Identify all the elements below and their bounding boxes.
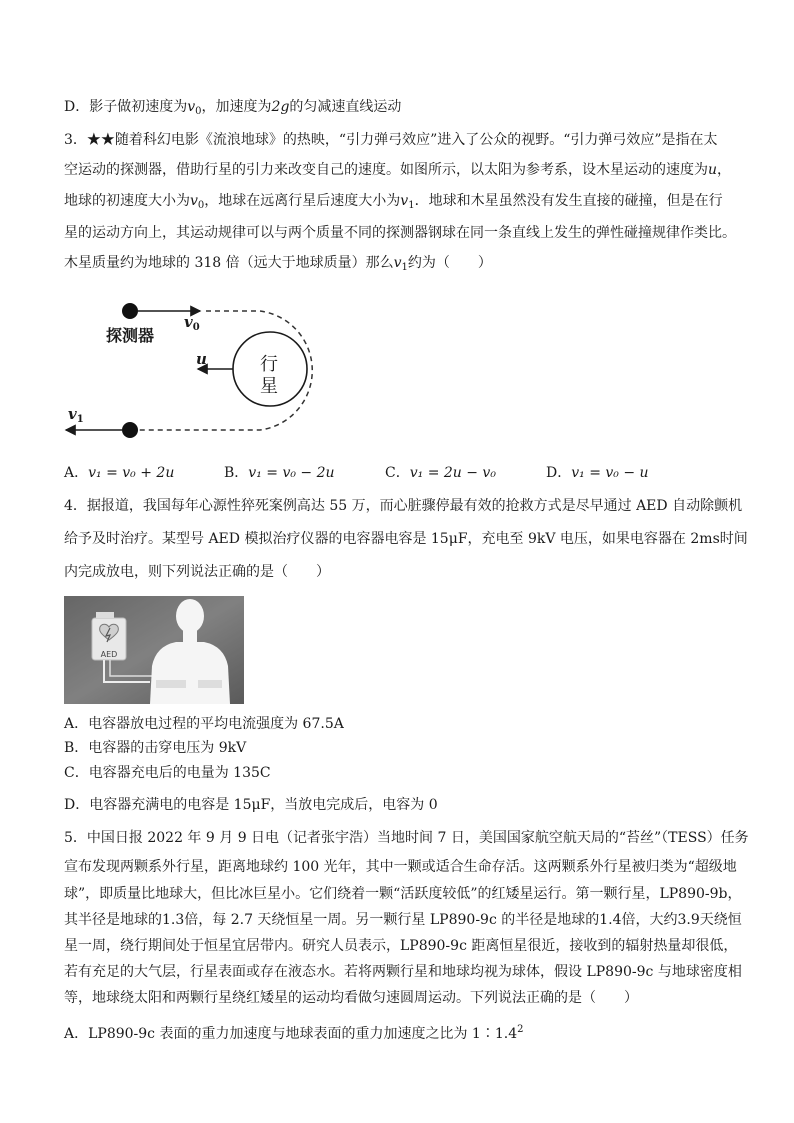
q3-line3-v1: v bbox=[400, 193, 409, 209]
v1-label: $v_1$ bbox=[68, 405, 84, 425]
u-label: u bbox=[196, 350, 207, 368]
q2-option-d bbox=[64, 97, 401, 122]
q5-stem-line-2: 宣布发现两颗系外行星，距离地球约 100 光年，其中一颗或适合生命存活。这两颗系外行星被归类为“超级地 bbox=[64, 859, 737, 875]
q5-stem-line-3: 球”，即质量比地球大，但比冰巨星小。它们绕着一颗“活跃度较低”的红矮星运行。第一颗行星，LP890-9b， bbox=[64, 886, 742, 902]
q2-option-d-g: 2g bbox=[271, 99, 290, 115]
q3-stem-line-1: 3．★★随着科幻电影《流浪地球》的热映，“引力弹弓效应”进入了公众的视野。“引力弹弓效应”是指在太 bbox=[64, 132, 718, 148]
q5-stem-line-5: 星一周，绕行期间处于恒星宜居带内。研究人员表示，LP890-9c 距离恒星很近，接收到的辐射热量却很低， bbox=[64, 938, 738, 954]
q2-option-d-mid: ，加速度为 bbox=[201, 99, 272, 115]
q3-line5-v1-sub: 1 bbox=[401, 262, 408, 273]
q3-line3-v0: v bbox=[190, 193, 198, 209]
q3-stem-line-2 bbox=[64, 160, 731, 180]
q4-stem-line-3: 内完成放电，则下列说法正确的是（ ） bbox=[64, 564, 330, 580]
q5-stem-line-6: 若有充足的大气层，行星表面或存在液态水。若将两颗行星和地球均视为球体，假设 LP890-9c 与地球密度相 bbox=[64, 964, 742, 980]
aed-photo bbox=[64, 596, 244, 704]
q3-stem-line-4: 星的运动方向上，其运动规律可以与两个质量不同的探测器钢球在同一条直线上发生的弹性碰撞规律作类比。 bbox=[64, 225, 736, 241]
q2-option-d-text: D．影子做初速度为 bbox=[64, 99, 188, 115]
q5-stem-line-4: 其半径是地球的1.3倍，每 2.7 天绕恒星一周。另一颗行星 LP890-9c 的半径是地球的1.4倍，大约3.9天绕恒 bbox=[64, 912, 742, 928]
q3-line5-post: 约为（ ） bbox=[407, 255, 492, 271]
q2-option-d-v-sub: 0 bbox=[195, 106, 202, 117]
q5-stem-line-1: 5．中国日报 2022 年 9 月 9 日电（记者张宇浩）当地时间 7 日，美国国家航空航天局的“苔丝”（TESS）任务 bbox=[64, 830, 749, 846]
slingshot-diagram bbox=[60, 295, 340, 445]
q5-stem-line-7: 等，地球绕太阳和两颗行星绕红矮星的运动均看做匀速圆周运动。下列说法正确的是（ ） bbox=[64, 990, 638, 1006]
q4-stem-line-1: 4．据报道，我国每年心源性猝死案例高达 55 万，而心脏骤停最有效的抢救方式是尽早通过 AED 自动除颤机 bbox=[64, 498, 743, 514]
q3-line3-v0-sub: 0 bbox=[197, 200, 205, 211]
q4-option-d[interactable]: D．电容器充满电的电容是 15μF，当放电完成后，电容为 0 bbox=[64, 797, 438, 813]
q2-option-d-v: v bbox=[187, 99, 196, 115]
q3-option-b[interactable]: B．v₁ = v₀ − 2u bbox=[224, 465, 335, 481]
planet-label-bottom: 星 bbox=[260, 376, 278, 397]
q2-option-d-post: 的匀减速直线运动 bbox=[289, 99, 402, 115]
aed-label: AED bbox=[100, 650, 118, 659]
q4-option-a[interactable]: A．电容器放电过程的平均电流强度为 67.5A bbox=[64, 716, 344, 732]
q3-option-c[interactable]: C．v₁ = 2u − v₀ bbox=[385, 465, 496, 481]
q3-line3-text: 地球的初速度大小为 bbox=[64, 193, 190, 209]
q3-line3-v1-sub: 1 bbox=[408, 200, 415, 211]
q3-stem-line-3 bbox=[64, 191, 723, 216]
q4-option-c[interactable]: C．电容器充电后的电量为 135C bbox=[64, 765, 271, 781]
q3-line3-mid: ，地球在远离行星后速度大小为 bbox=[204, 193, 401, 209]
v0-label: $v_0$ bbox=[184, 313, 200, 333]
q3-line5-text: 木星质量约为地球的 318 倍（远大于地球质量）那么 bbox=[64, 255, 394, 271]
q3-option-d[interactable]: D．v₁ = v₀ − u bbox=[546, 465, 649, 481]
q3-line2-post: ， bbox=[717, 162, 732, 178]
planet-label-top: 行 bbox=[260, 354, 278, 375]
probe-label: 探测器 bbox=[106, 326, 155, 345]
q5-option-a[interactable]: A．LP890-9c 表面的重力加速度与地球表面的重力加速度之比为 $1∶1.4^2$ bbox=[64, 1024, 524, 1042]
q3-stem-line-5 bbox=[64, 253, 492, 278]
trajectory-dashed-path bbox=[138, 311, 312, 430]
probe-dot-top bbox=[122, 303, 138, 319]
q4-stem-line-2: 给予及时治疗。某型号 AED 模拟治疗仪器的电容器电容是 15μF，充电至 9kV 电压，如果电容器在 2ms时间 bbox=[64, 531, 748, 547]
q3-line2-u: u bbox=[708, 162, 718, 178]
q3-line3-post: ．地球和木星虽然没有发生直接的碰撞，但是在行 bbox=[414, 193, 723, 209]
q4-option-b[interactable]: B．电容器的击穿电压为 9kV bbox=[64, 740, 247, 756]
q3-line2-text: 空运动的探测器，借助行星的引力来改变自己的速度。如图所示，以太阳为参考系，设木星运动的速度为 bbox=[64, 162, 708, 178]
probe-dot-bottom bbox=[122, 422, 138, 438]
q3-option-a[interactable]: A．v₁ = v₀ + 2u bbox=[64, 465, 175, 481]
q3-line5-v1: v bbox=[393, 255, 402, 271]
